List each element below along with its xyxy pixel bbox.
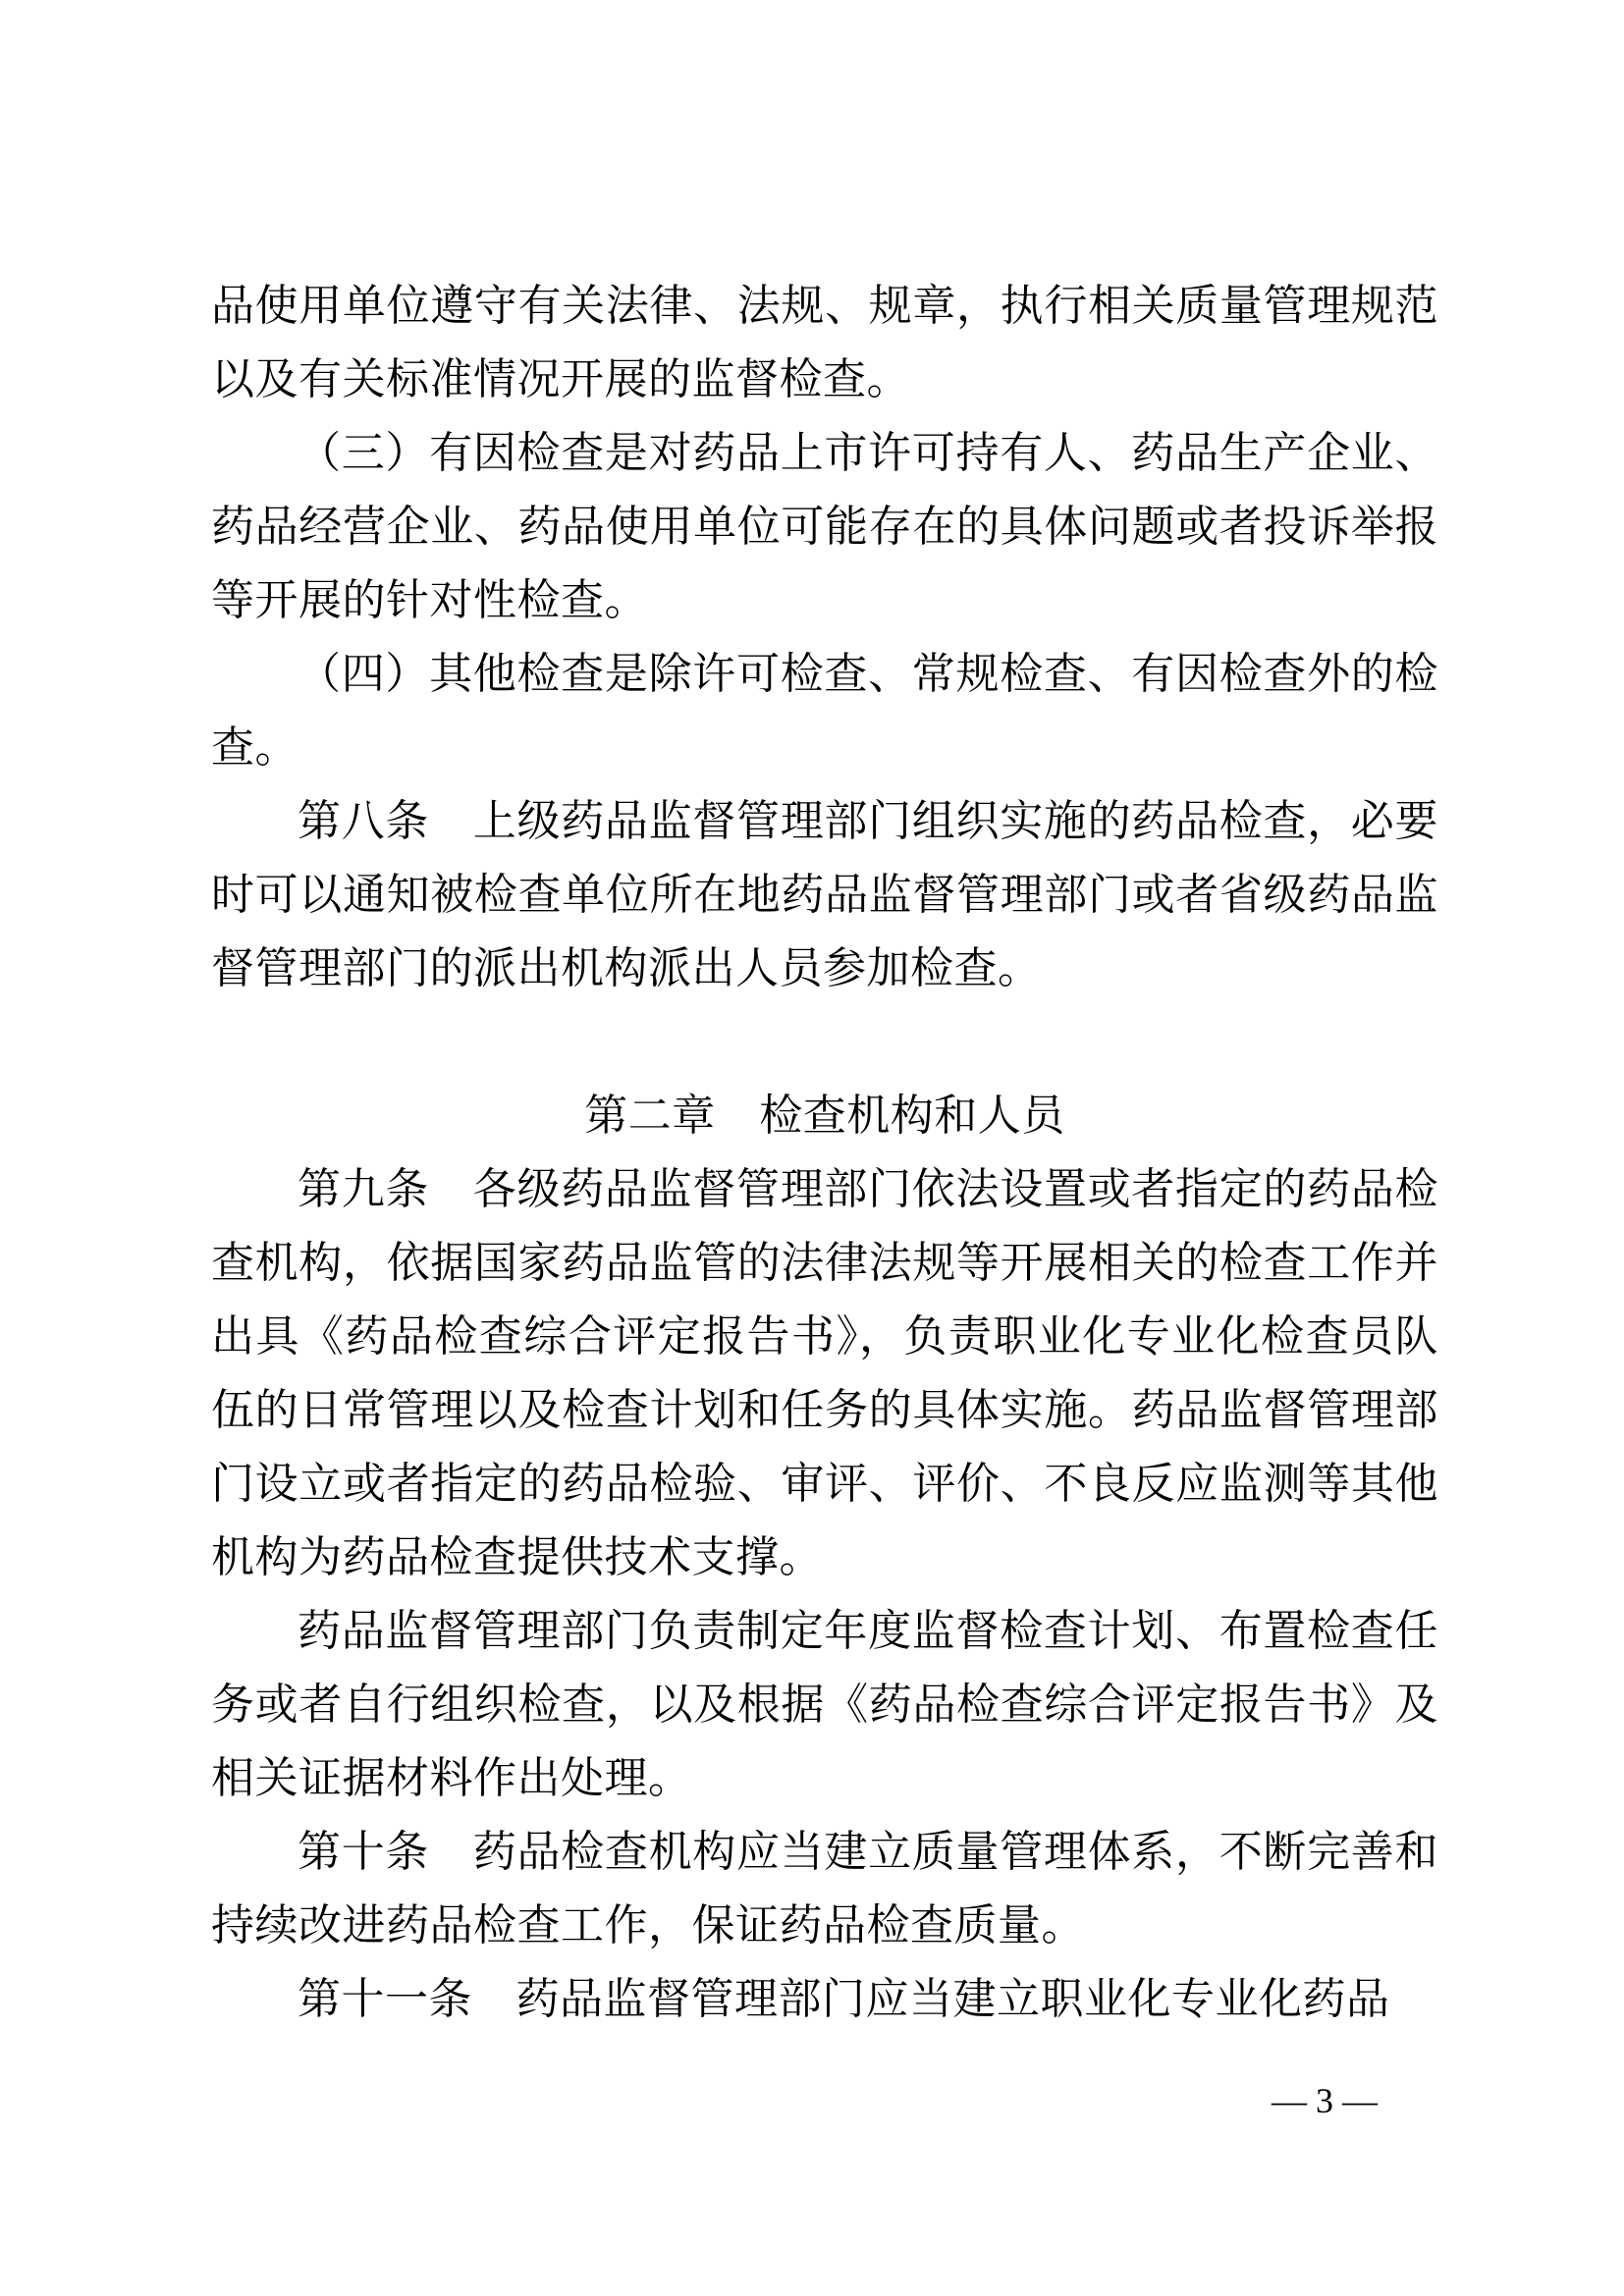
body-paragraph: 药品监督管理部门负责制定年度监督检查计划、布置检查任务或者自行组织检查，以及根据《药品检查综合评定报告书》及相关证据材料作出处理。 <box>211 1607 1438 1802</box>
body-paragraph: 第八条 上级药品监督管理部门组织实施的药品检查，必要时可以通知被检查单位所在地药品监督管理部门或者省级药品监督管理部门的派出机构派出人员参加检查。 <box>211 797 1438 992</box>
chapter-heading: 第二章 检查机构和人员 <box>584 1092 1065 1140</box>
body-paragraph: （三）有因检查是对药品上市许可持有人、药品生产企业、药品经营企业、药品使用单位可能存在的具体问题或者投诉举报等开展的针对性检查。 <box>211 429 1438 624</box>
document-body <box>211 269 1438 2036</box>
page-number: — 3 — <box>1272 2081 1378 2120</box>
body-paragraph: 第十一条 药品监督管理部门应当建立职业化专业化药品 <box>298 1975 1390 2023</box>
body-paragraph: 第九条 各级药品监督管理部门依法设置或者指定的药品检查机构，依据国家药品监管的法律法规等开展相关的检查工作并出具《药品检查综合评定报告书》，负责职业化专业化检查员队伍的日常管理以及检查计划和任务的具体实施。药品监督管理部门设立或者指定的药品检验、审评、评价、不良反应监测等其他机构为药品检查提供技术支撑。 <box>211 1165 1438 1581</box>
body-paragraph: （四）其他检查是除许可检查、常规检查、有因检查外的检查。 <box>211 650 1438 772</box>
body-paragraph: 品使用单位遵守有关法律、法规、规章，执行相关质量管理规范以及有关标准情况开展的监督检查。 <box>211 282 1438 403</box>
body-paragraph: 第十条 药品检查机构应当建立质量管理体系，不断完善和持续改进药品检查工作，保证药品检查质量。 <box>211 1828 1438 1949</box>
